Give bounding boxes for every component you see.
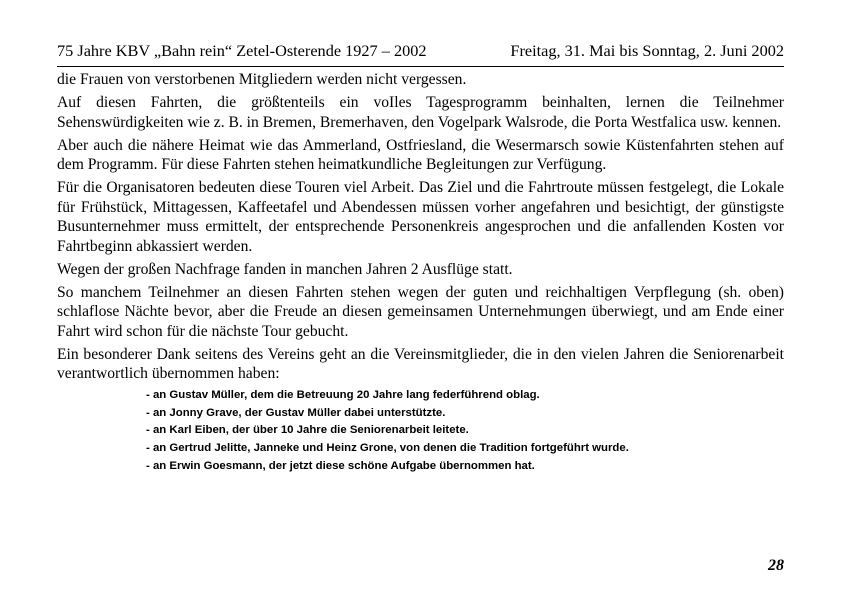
paragraph: Für die Organisatoren bedeuten diese Touren viel Arbeit. Das Ziel und die Fahrtroute müssen festgelegt, die Lokale für Frühstück, Mittagessen, Kaffeetafel und Abendessen müssen vorher angefahren und besichtigt, der günstigste Busunternehmer muss ermittelt, der entsprechende Personenkreis angesprochen und die anfallenden Kosten vor Fahrtbeginn abkassiert werden. xyxy=(57,179,784,255)
list-item: - an Karl Eiben, der über 10 Jahre die Seniorenarbeit leitete. xyxy=(146,424,469,437)
thanks-list xyxy=(146,387,784,476)
paragraph: die Frauen von verstorbenen Mitgliedern werden nicht vergessen. xyxy=(57,71,467,88)
body-text xyxy=(57,70,784,476)
page-header xyxy=(57,41,784,61)
header-title: 75 Jahre KBV „Bahn rein“ Zetel-Osterende 1927 – 2002 xyxy=(57,41,427,60)
paragraph: Aber auch die nähere Heimat wie das Ammerland, Ostfriesland, die Wesermarsch sowie Küstenfahrten stehen auf dem Programm. Für diese Fahrten stehen heimatkundliche Begleitungen zur Verfügung. xyxy=(57,136,784,173)
page-number: 28 xyxy=(768,557,784,574)
list-item: - an Gertrud Jelitte, Janneke und Heinz Grone, von denen die Tradition fortgeführt wurde. xyxy=(146,442,629,455)
list-item: - an Gustav Müller, dem die Betreuung 20 Jahre lang federführend oblag. xyxy=(146,389,540,401)
paragraph: Ein besonderer Dank seitens des Vereins geht an die Vereinsmitglieder, die in den vielen Jahren die Seniorenarbeit verantwortlich übernommen haben: xyxy=(57,345,784,382)
header-rule xyxy=(57,66,784,67)
list-item: - an Erwin Goesmann, der jetzt diese schöne Aufgabe übernommen hat. xyxy=(146,459,535,472)
paragraph: Auf diesen Fahrten, die größtenteils ein voIles Tagesprogramm beinhalten, lernen die Teilnehmer Sehenswürdigkeiten wie z. B. in Bremen, Bremerhaven, den Vogelpark Walsrode, die Porta Westfalica usw. kennen. xyxy=(57,94,784,131)
paragraph: Wegen der großen Nachfrage fanden in manchen Jahren 2 Ausflüge statt. xyxy=(57,260,513,278)
list-item: - an Jonny Grave, der Gustav Müller dabei unterstützte. xyxy=(146,406,446,419)
header-date: Freitag, 31. Mai bis Sonntag, 2. Juni 2002 xyxy=(510,41,784,60)
paragraph: So manchem Teilnehmer an diesen Fahrten stehen wegen der guten und reichhaltigen Verpflegung (sh. oben) schlaflose Nächte bevor, aber die Freude an diesen gemeinsamen Unternehmungen überwiegt, und am Ende einer Fahrt wird schon für die nächste Tour gebucht. xyxy=(57,283,784,340)
